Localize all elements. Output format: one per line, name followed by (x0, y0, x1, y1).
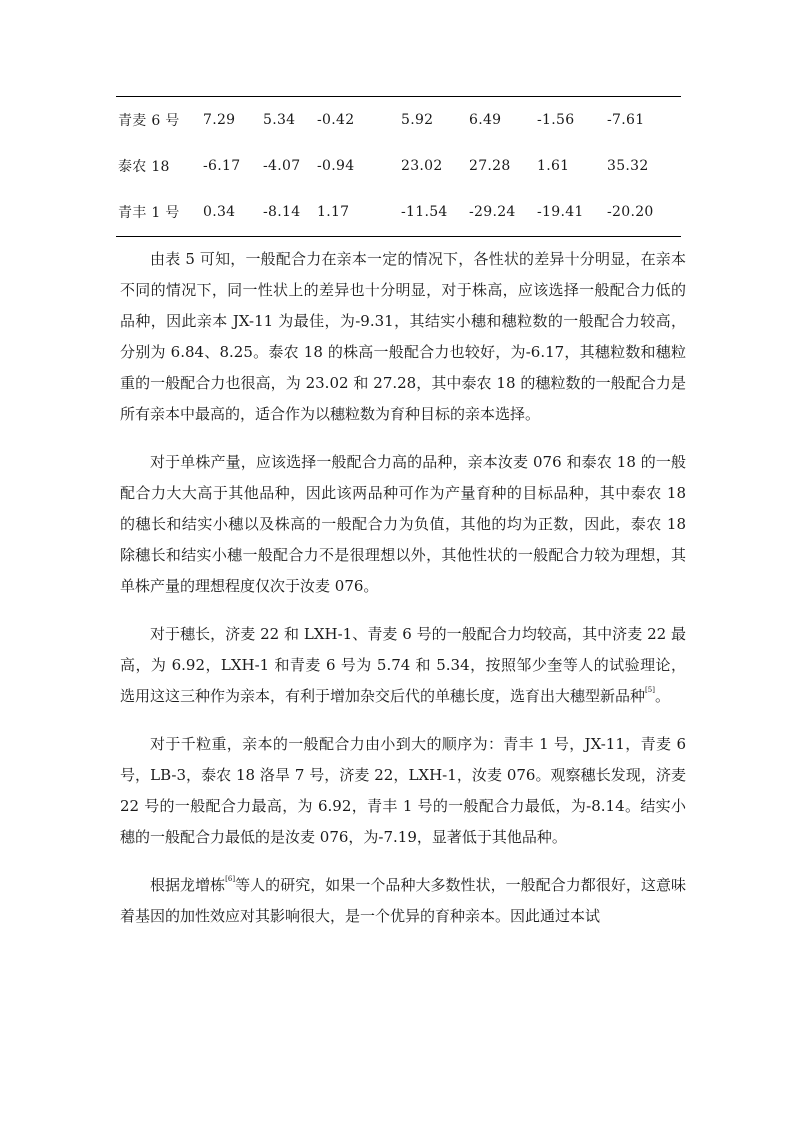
value-cell: -0.94 (317, 158, 355, 174)
value-cell: -7.61 (607, 112, 645, 128)
value-cell: 27.28 (469, 158, 511, 174)
citation-ref: [5] (645, 686, 655, 694)
value-cell: 23.02 (401, 158, 443, 174)
value-cell: -0.42 (317, 112, 355, 128)
parent-name-cell: 青丰 1 号 (118, 205, 180, 221)
value-cell: 7.29 (203, 112, 236, 128)
combining-ability-table (118, 97, 677, 235)
parent-name-cell: 泰农 18 (118, 159, 170, 175)
table-row (118, 97, 677, 143)
paragraph-text: 等人的研究，如果一个品种大多数性状，一般配合力都很好，这意味着基因的加性效应对其影响很大，是一个优异的育种亲本。因此通过本试 (120, 876, 686, 925)
paragraph (120, 870, 686, 932)
value-cell: 0.34 (203, 204, 236, 220)
value-cell: 5.92 (401, 112, 434, 128)
parent-name-cell: 青麦 6 号 (118, 113, 180, 129)
value-cell: 1.17 (317, 204, 350, 220)
paragraph: 对于单株产量，应该选择一般配合力高的品种，亲本汝麦 076 和泰农 18 的一般配合力大大高于其他品种，因此该两品种可作为产量育种的目标品种，其中泰农 18 的穗长和结实小穗以及株高的一般配合力为负值，其他的均为正数，因此，泰农 18 除穗长和结实小穗一般配合力不是很理想以外，其他性状的一般配合力较为理想，其单株产量的理想程度仅次于汝麦 076。 (120, 453, 686, 595)
table-row (118, 143, 677, 189)
paragraph (120, 619, 686, 712)
paragraph: 对于千粒重，亲本的一般配合力由小到大的顺序为：青丰 1 号，JX-11，青麦 6 号，LB-3，泰农 18 洛旱 7 号，济麦 22，LXH-1，汝麦 076。观察穗长发现，济麦 22 号的一般配合力最高，为 6.92，青丰 1 号的一般配合力最低，为-8.14。结实小穗的一般配合力最低的是汝麦 076，为-7.19，显著低于其他品种。 (120, 735, 686, 846)
table-bottom-rule (116, 236, 681, 237)
value-cell: 35.32 (607, 158, 649, 174)
body-text (120, 244, 686, 949)
citation-ref: [6] (225, 875, 236, 883)
value-cell: -19.41 (537, 204, 584, 220)
paragraph-text: 根据龙增栋 (150, 876, 226, 894)
paragraph-text: 对于穗长，济麦 22 和 LXH-1、青麦 6 号的一般配合力均较高，其中济麦 22 最高，为 6.92，LXH-1 和青麦 6 号为 5.74 和 5.34，按照邹少奎等人的试验理论，选用这这三种作为亲本，有利于增加杂交后代的单穗长度，选育出大穗型新品种 (120, 625, 686, 705)
value-cell: -6.17 (203, 158, 241, 174)
value-cell: 5.34 (263, 112, 296, 128)
paragraph: 由表 5 可知，一般配合力在亲本一定的情况下，各性状的差异十分明显，在亲本不同的情况下，同一性状上的差异也十分明显，对于株高，应该选择一般配合力低的品种，因此亲本 JX-11 为最佳，为-9.31，其结实小穗和穗粒数的一般配合力较高，分别为 6.84、8.25。泰农 18 的株高一般配合力也较好，为-6.17，其穗粒数和穗粒重的一般配合力也很高，为 23.02 和 27.28，其中泰农 18 的穗粒数的一般配合力是所有亲本中最高的，适合作为以穗粒数为育种目标的亲本选择。 (120, 250, 686, 423)
value-cell: 1.61 (537, 158, 570, 174)
value-cell: -11.54 (401, 204, 448, 220)
table-row (118, 189, 677, 235)
value-cell: -4.07 (263, 158, 301, 174)
value-cell: -8.14 (263, 204, 301, 220)
value-cell: -20.20 (607, 204, 654, 220)
paragraph-text: 。 (654, 687, 670, 705)
value-cell: -1.56 (537, 112, 575, 128)
value-cell: -29.24 (469, 204, 516, 220)
value-cell: 6.49 (469, 112, 502, 128)
